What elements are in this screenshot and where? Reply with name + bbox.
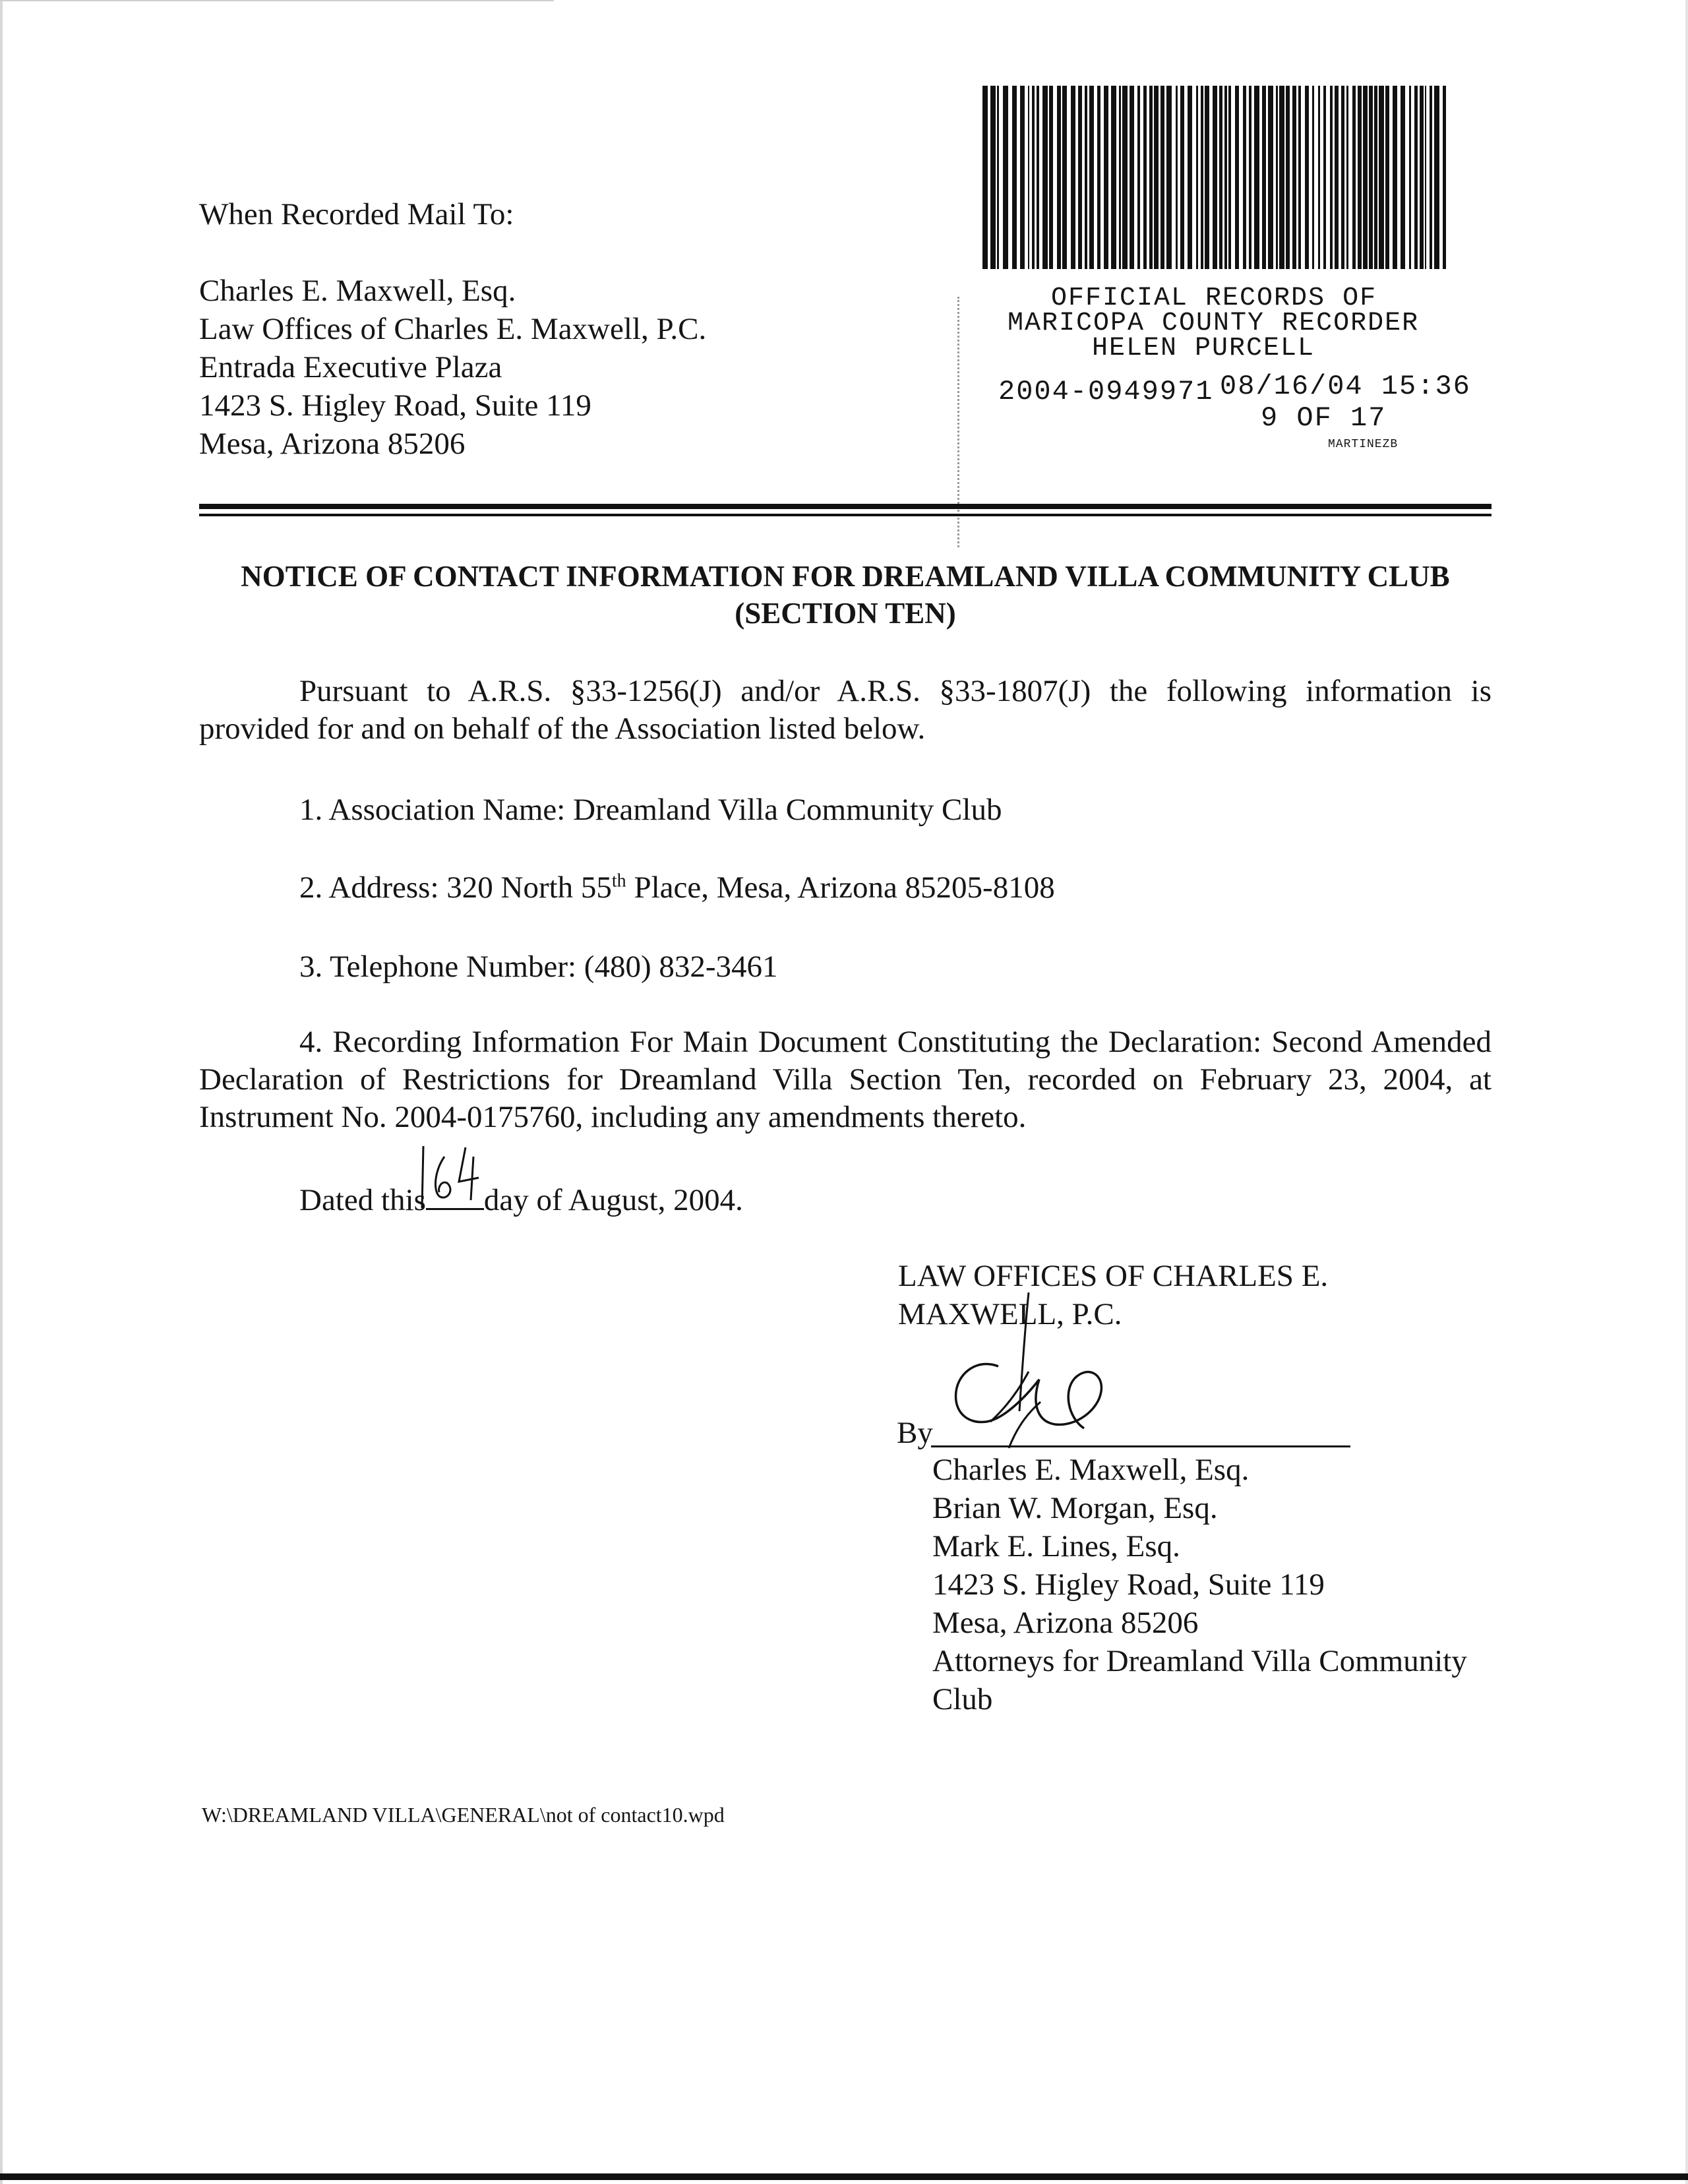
item-address xyxy=(299,869,1055,907)
mail-to-heading: When Recorded Mail To: xyxy=(199,197,514,231)
attorney-line: Club xyxy=(932,1682,993,1716)
barcode-icon xyxy=(982,86,1447,269)
attorney-list xyxy=(932,1451,1467,1718)
stamp-record-number: 2004-0949971 xyxy=(998,376,1214,408)
stamp-record-datetime: 08/16/04 15:36 xyxy=(1220,371,1471,402)
firm-line-1: LAW OFFICES OF CHARLES E. xyxy=(898,1259,1329,1293)
handwritten-day xyxy=(418,1143,491,1209)
attorney-line: Mesa, Arizona 85206 xyxy=(932,1606,1199,1640)
page-bottom-rule xyxy=(0,2173,1688,2180)
mail-to-block xyxy=(199,195,706,463)
item-telephone: 3. Telephone Number: (480) 832-3461 xyxy=(299,950,778,984)
attorney-line: 1423 S. Higley Road, Suite 119 xyxy=(932,1567,1325,1602)
dated-line xyxy=(299,1182,743,1219)
mail-to-line: Mesa, Arizona 85206 xyxy=(199,427,466,461)
recorder-stamp xyxy=(957,86,1688,462)
attorney-line: Mark E. Lines, Esq. xyxy=(932,1529,1180,1563)
item-recording-information: 4. Recording Information For Main Document Constituting the Declaration: Second Amended Declaration of Restrictions for Dreamland Villa Section Ten, recorded on February 23, 2004, at Instrument No. 2004-0175760, including any amendments thereto. xyxy=(199,1025,1492,1134)
attorney-line: Brian W. Morgan, Esq. xyxy=(932,1491,1218,1525)
stamp-county-recorder: MARICOPA COUNTY RECORDER xyxy=(1008,309,1420,338)
dated-suffix: day of August, 2004. xyxy=(483,1183,743,1217)
mail-to-line: 1423 S. Higley Road, Suite 119 xyxy=(199,388,591,423)
mail-to-line: Law Offices of Charles E. Maxwell, P.C. xyxy=(199,312,707,346)
mail-to-line: Charles E. Maxwell, Esq. xyxy=(199,274,516,308)
header-double-rule xyxy=(199,504,1492,516)
address-ordinal: th xyxy=(611,870,626,892)
intro-paragraph: Pursuant to A.R.S. §33-1256(J) and/or A.R.S. §33-1807(J) the following information is provided for and on behalf of the Association listed below. xyxy=(199,674,1492,746)
document-title xyxy=(199,558,1492,632)
address-text: 2. Address: 320 North 55 xyxy=(299,870,612,905)
scan-top-edge xyxy=(0,0,554,1)
title-line-2: (SECTION TEN) xyxy=(735,597,956,630)
attorney-line: Charles E. Maxwell, Esq. xyxy=(932,1453,1250,1487)
dated-prefix: Dated this xyxy=(299,1183,426,1217)
stamp-page-count: 9 OF 17 xyxy=(1261,402,1387,434)
stamp-official-records: OFFICIAL RECORDS OF xyxy=(1051,284,1377,313)
footer-file-path: W:\DREAMLAND VILLA\GENERAL\not of contact10.wpd xyxy=(202,1803,725,1827)
firm-line-2: MAXWELL, P.C. xyxy=(898,1297,1122,1331)
attorney-line: Attorneys for Dreamland Villa Community xyxy=(932,1644,1467,1678)
by-label: By xyxy=(897,1416,933,1450)
title-line-1: NOTICE OF CONTACT INFORMATION FOR DREAMLAND VILLA COMMUNITY CLUB xyxy=(241,560,1450,593)
day-blank xyxy=(426,1182,484,1210)
item-association-name: 1. Association Name: Dreamland Villa Community Club xyxy=(299,793,1002,827)
stamp-recorder-name: HELEN PURCELL xyxy=(1092,334,1315,363)
mail-to-line: Entrada Executive Plaza xyxy=(199,350,502,384)
scan-left-edge xyxy=(0,0,3,2184)
stamp-clerk: MARTINEZB xyxy=(1328,438,1399,451)
address-text-rest: Place, Mesa, Arizona 85205-8108 xyxy=(626,870,1055,905)
